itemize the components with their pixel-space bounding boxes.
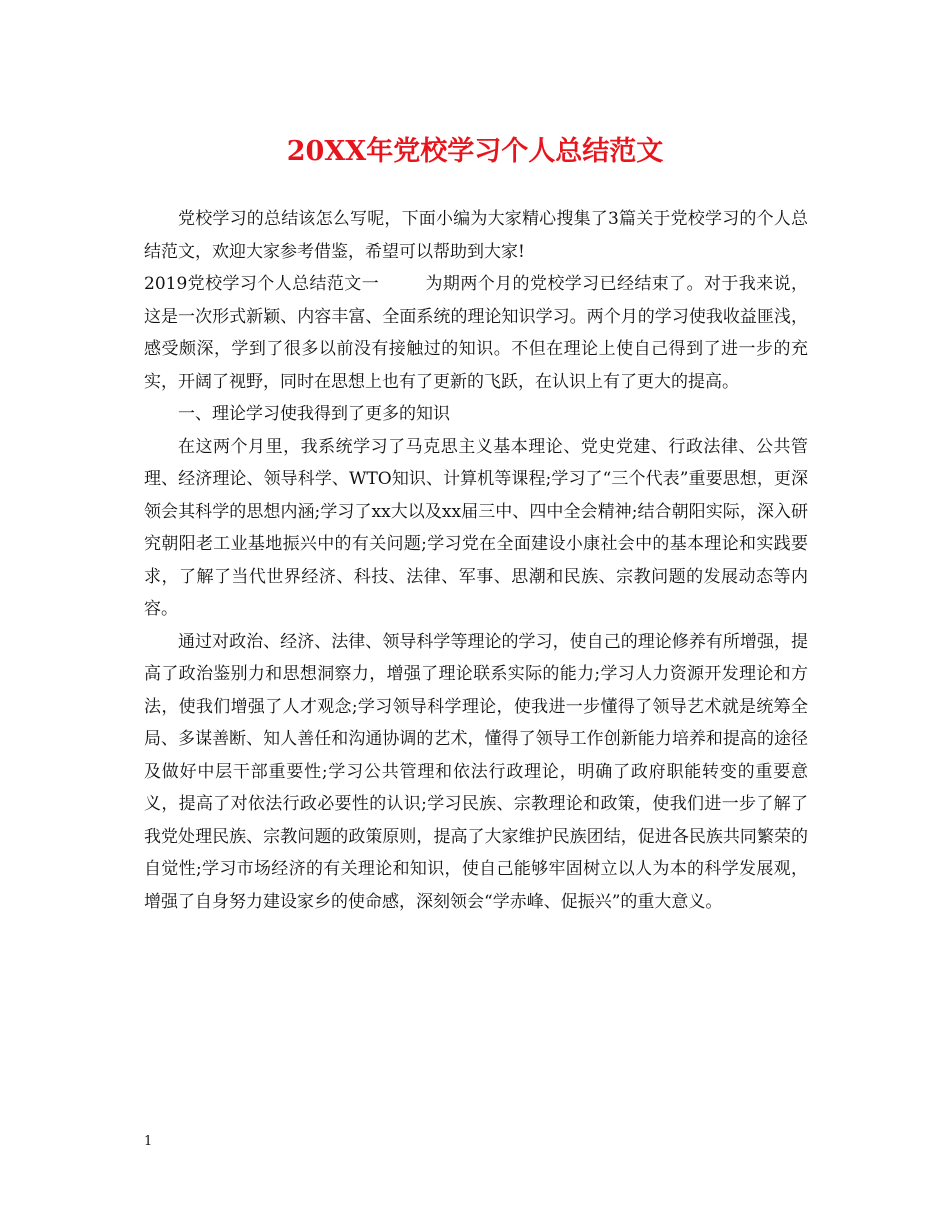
body-paragraph-1: 在这两个月里，我系统学习了马克思主义基本理论、党史党建、行政法律、公共管理、经济理论、领导科学、WTO知识、计算机等课程;学习了“三个代表”重要思想，更深领会其科学的思想内涵;学习了xx大以及xx届三中、四中全会精神;结合朝阳实际，深入研究朝阳老工业基地振兴中的有关问题;学习党在全面建设小康社会中的基本理论和实践要求，了解了当代世界经济、科技、法律、军事、思潮和民族、宗教问题的发展动态等内容。 <box>144 436 808 619</box>
page-number: 1 <box>144 1134 153 1149</box>
sample-label: 2019党校学习个人总结范文一 <box>144 274 380 294</box>
intro-paragraph: 党校学习的总结该怎么写呢，下面小编为大家精心搜集了3篇关于党校学习的个人总结范文，欢迎大家参考借鉴，希望可以帮助到大家! <box>144 209 808 262</box>
document-title: 20XX年党校学习个人总结范文 <box>286 136 664 167</box>
section-heading: 一、理论学习使我得到了更多的知识 <box>178 404 450 424</box>
body-paragraph-2: 通过对政治、经济、法律、领导科学等理论的学习，使自己的理论修养有所增强，提高了政治鉴别力和思想洞察力，增强了理论联系实际的能力;学习人力资源开发理论和方法，使我们增强了人才观念;学习领导科学理论，使我进一步懂得了领导艺术就是统筹全局、多谋善断、知人善任和沟通协调的艺术，懂得了领导工作创新能力培养和提高的途径及做好中层干部重要性;学习公共管理和依法行政理论，明确了政府职能转变的重要意义，提高了对依法行政必要性的认识;学习民族、宗教理论和政策，使我们进一步了解了我党处理民族、宗教问题的政策原则，提高了大家维护民族团结，促进各民族共同繁荣的自觉性;学习市场经济的有关理论和知识，使自己能够牢固树立以人为本的科学发展观，增强了自身努力建设家乡的使命感，深刻领会“学赤峰、促振兴”的重大意义。 <box>144 631 808 912</box>
document-body <box>144 203 808 918</box>
sample-paragraph <box>144 268 808 398</box>
sample-first-text: 为期两个月的党校学习已经结束了。对于我来说，这是一次形式新颖、内容丰富、全面系统的理论知识学习。两个月的学习使我收益匪浅，感受颇深，学到了很多以前没有接触过的知识。不但在理论上使自己得到了进一步的充实，开阔了视野，同时在思想上也有了更新的飞跃，在认识上有了更大的提高。 <box>144 274 809 392</box>
